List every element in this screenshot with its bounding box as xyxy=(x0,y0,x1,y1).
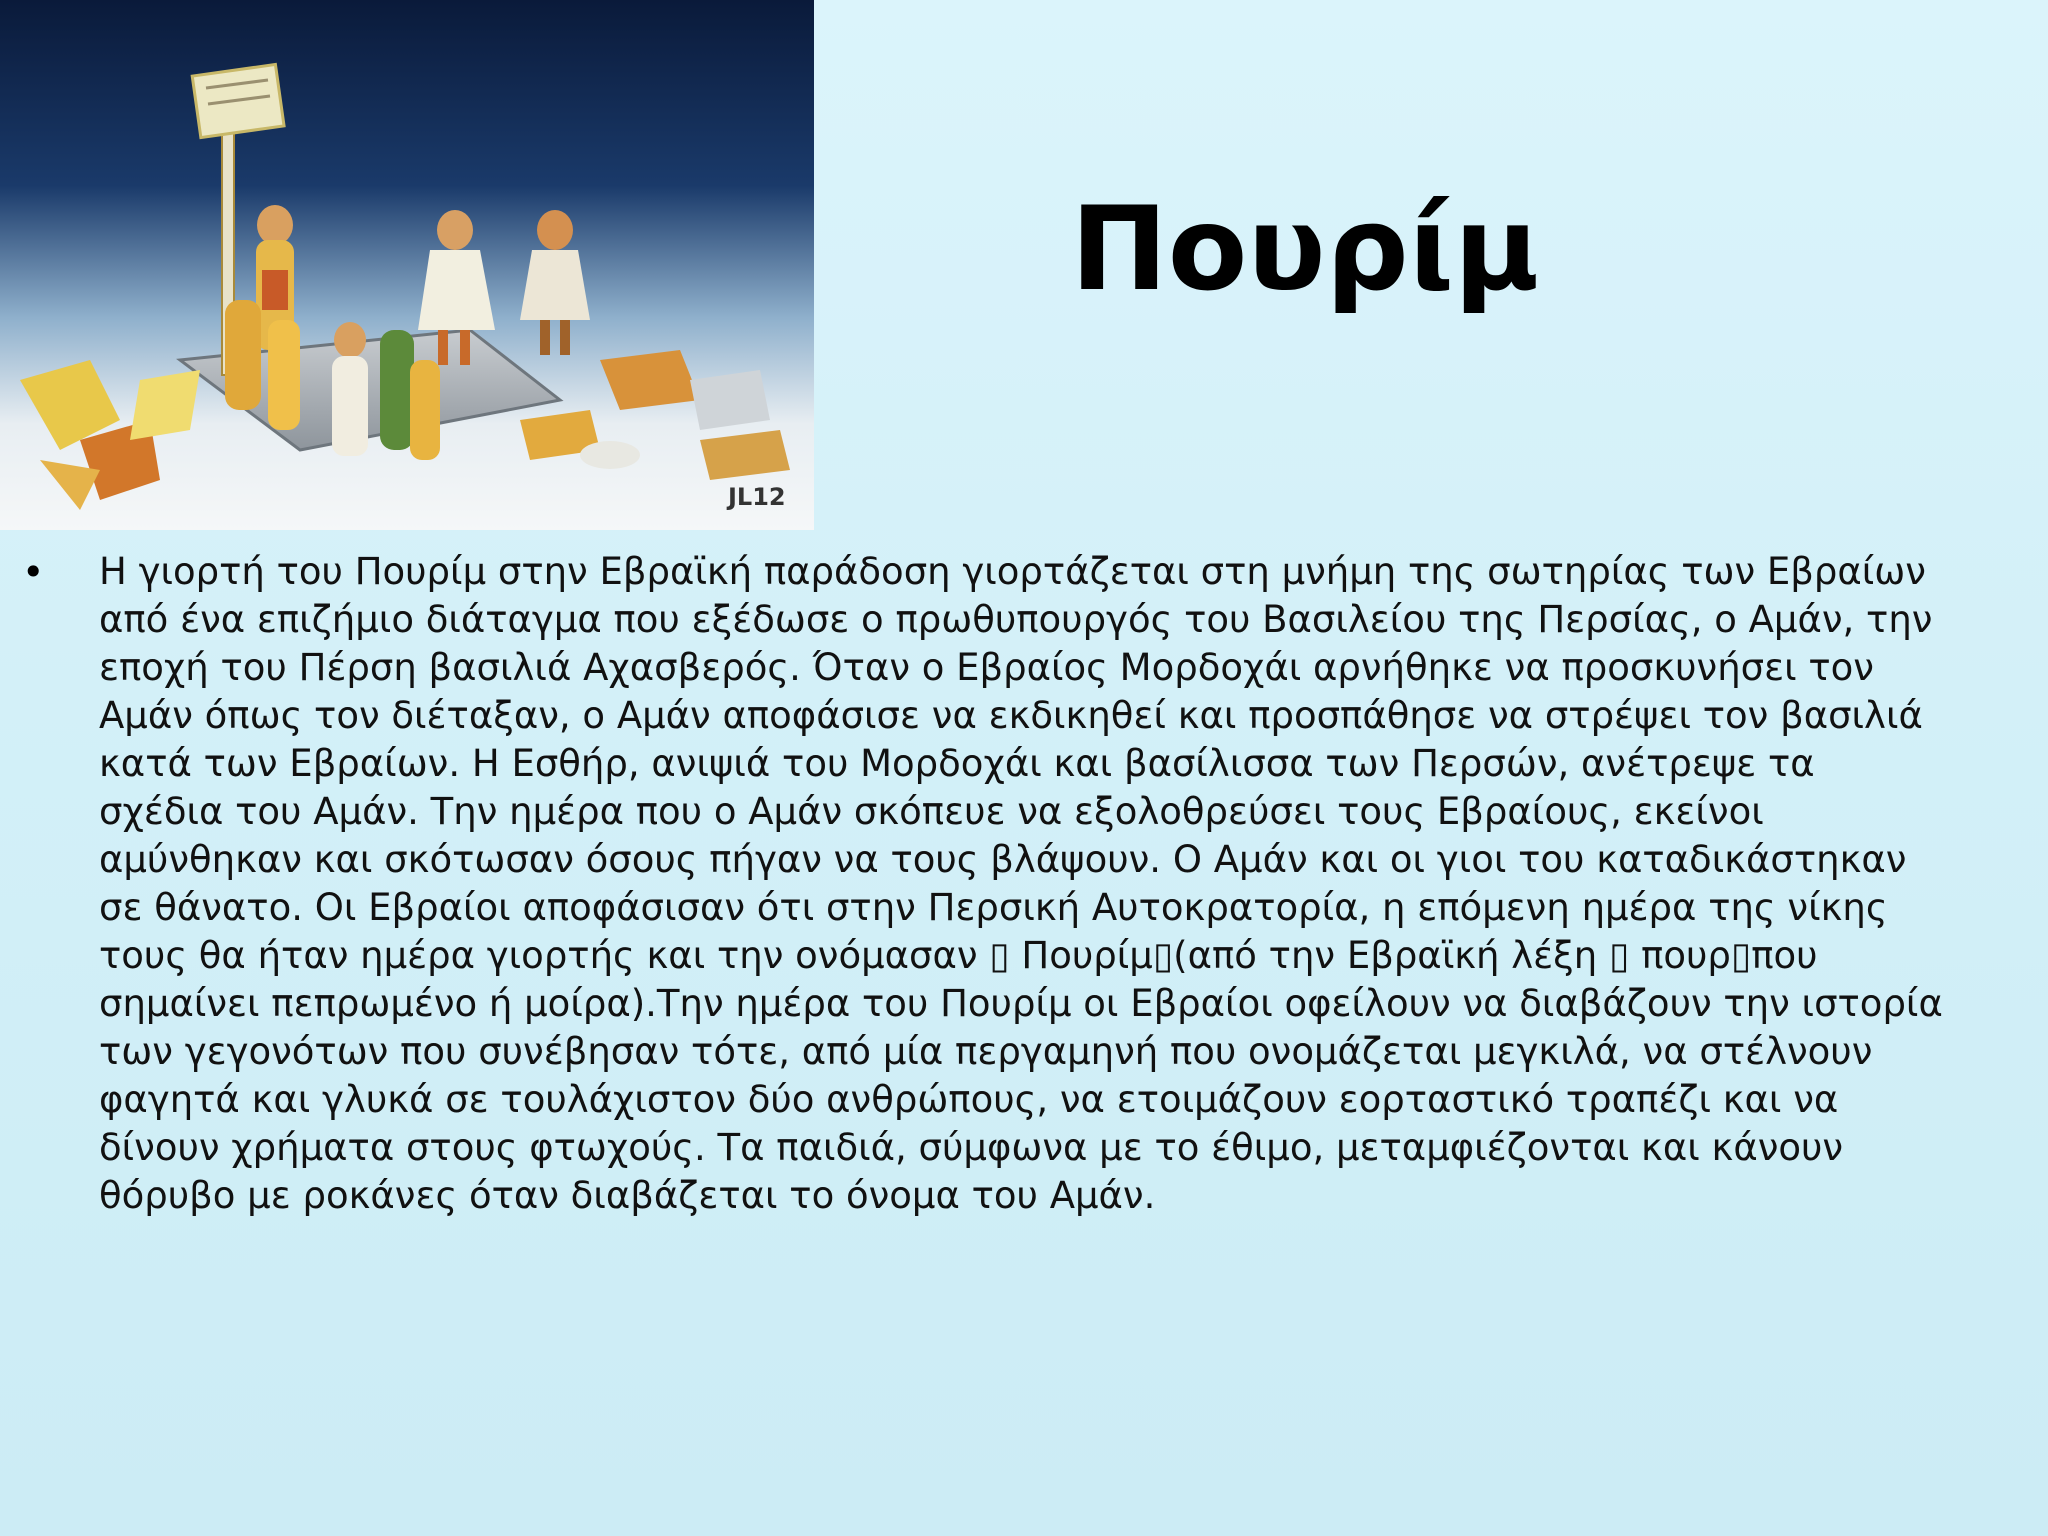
bullet-list xyxy=(0,548,2048,1220)
bullet-item xyxy=(0,548,1949,1220)
bullet-text: Η γιορτή του Πουρίμ στην Εβραϊκή παράδοση γιορτάζεται στη μνήμη της σωτηρίας των Εβραίων από ένα επιζήμιο διάταγμα που εξέδωσε ο πρωθυπουργός του Βασιλείου της Περσίας, ο Αμάν, την εποχή του Πέρση βασιλιά Αχασβερός. Όταν ο Εβραίος Μορδοχάι αρνήθηκε να προσκυνήσει τον Αμάν όπως τον διέταξαν, ο Αμάν αποφάσισε να εκδικηθεί και προσπάθησε να στρέψει τον βασιλιά κατά των Εβραίων. Η Εσθήρ, ανιψιά του Μορδοχάι και βασίλισσα των Περσών, ανέτρεψε τα σχέδια του Αμάν. Την ημέρα που ο Αμάν σκόπευε να εξολοθρεύσει τους Εβραίους, εκείνοι αμύνθηκαν και σκότωσαν όσους πήγαν να τους βλάψουν. Ο Αμάν και οι γιοι του καταδικάστηκαν σε θάνατο. Οι Εβραίοι αποφάσισαν ότι στην Περσική Αυτοκρατορία, η επόμενη ημέρα της νίκης τους θα ήταν ημέρα γιορτής και την ονόμασαν ▯ Πουρίμ▯(από την Εβραϊκή λέξη ▯ πουρ▯που σημαίνει πεπρωμένο ή μοίρα).Την ημέρα του Πουρίμ οι Εβραίοι οφείλουν να διαβάζουν την ιστορία των γεγονότων που συνέβησαν τότε, από μία περγαμηνή που ονομάζεται μεγκιλά, να στέλνουν φαγητά και γλυκά σε τουλάχιστον δύο ανθρώπους, να ετοιμάζουν εορταστικό τραπέζι και να δίνουν χρήματα στους φτωχούς. Τα παιδιά, σύμφωνα με το έθιμο, μεταμφιέζονται και κάνουν θόρυβο με ροκάνες όταν διαβάζεται το όνομα του Αμάν. xyxy=(99,550,1943,1217)
bullet-marker: • xyxy=(22,550,45,594)
photo-caption-mark: JL12 xyxy=(728,483,786,511)
purim-figurines-photo xyxy=(0,0,814,530)
slide-title: Πουρίμ xyxy=(1070,182,1540,317)
